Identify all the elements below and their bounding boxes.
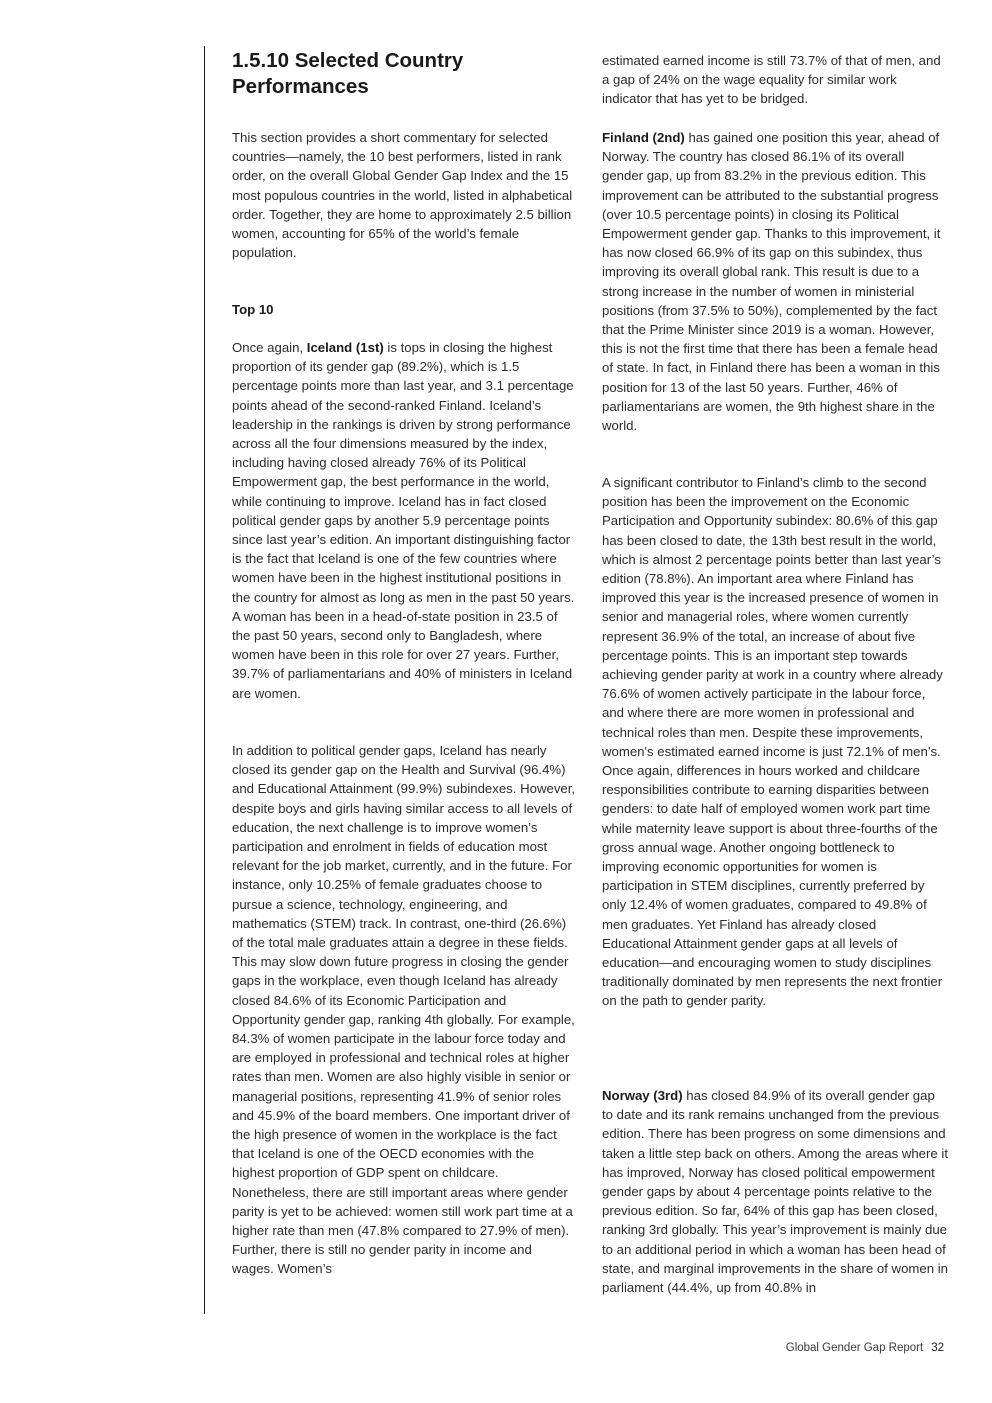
iceland-text-1: is tops in closing the highest proportion of its gender gap (89.2%), which is 1.5 percentage points more than last year, and 3.1 percentage points ahead of the second-ranked Finland. Iceland’s leadership in the rankings is driven by strong performance across all the four dimensions measured by the index, including having closed already 76% of its Political Empowerment gap, the best performance in the world, while continuing to improve. Iceland has in fact closed political gender gaps by another 5.9 percentage points since last year’s edition. An important distinguishing factor is the fact that Iceland is one of the few countries where women have been in the highest institutional positions in the country for almost as long as men in the past 50 years. A woman has been in a head-of-state position in 23.5 of the past 50 years, second only to Bangladesh, where women have been in this role for over 27 years. Further, 39.7% of parliamentarians and 40% of ministers in Iceland are women. [232, 340, 575, 701]
finland-text-1: has gained one position this year, ahead of Norway. The country has closed 86.1% of its overall gender gap, up from 83.2% in the previous edition. This improvement can be attributed to the substantial progress (over 10.5 percentage points) in closing its Political Empowerment gender gap. Thanks to this improvement, it has now closed 66.9% of its gap on this subindex, thus improving its overall global rank. This result is due to a strong increase in the number of women in ministerial positions (from 37.5% to 50%), complemented by the fact that the Prime Minister since 2019 is a woman. However, this is not the first time that there has been a female head of state. In fact, in Finland there has been a woman in this position for 13 of the last 50 years. Further, 46% of parliamentarians are women, the 9th highest share in the world. [602, 130, 941, 434]
norway-lead: Norway (3rd) [602, 1088, 683, 1103]
finland-paragraph-2: A significant contributor to Finland’s climb to the second position has been the improvement on the Economic Participation and Opportunity subindex: 80.6% of this gap has been closed to date, the 13th best result in the world, which is almost 2 percentage points better than last year’s edition (78.8%). An important area where Finland has improved this year is the increased presence of women in senior and managerial roles, where women currently represent 36.9% of the total, an increase of about five percentage points. This is an important step towards achieving gender parity at work in a country where already 76.6% of women actively participate in the labour force, and where there are more women in professional and technical roles than men. Despite these improvements, women's estimated earned income is just 72.1% of men’s. Once again, differences in hours worked and childcare responsibilities contribute to earning disparities between genders: to date half of employed women work part time while maternity leave support is about three-fourths of the gross annual wage. Another ongoing bottleneck to improving economic opportunities for women is participation in STEM disciplines, currently preferred by only 12.4% of women graduates, compared to 49.8% of men graduates. Yet Finland has already closed Educational Attainment gender gaps at all levels of education—and encouraging women to study disciplines traditionally dominated by men represents the next frontier on the path to gender parity. [602, 475, 943, 1009]
iceland-paragraph-1 [232, 338, 576, 703]
norway-paragraph-1 [602, 1086, 948, 1297]
finland-lead: Finland (2nd) [602, 130, 685, 145]
top10-subheading: Top 10 [232, 302, 274, 317]
section-heading: 1.5.10 Selected Country Performances [232, 49, 464, 98]
iceland-paragraph-2: In addition to political gender gaps, Iceland has nearly closed its gender gap on the Health and Survival (96.4%) and Educational Attainment (99.9%) subindexes. However, despite boys and girls having similar access to all levels of education, the next challenge is to improve women’s participation and enrolment in fields of education most relevant for the job market, currently, and in the future. For instance, only 10.25% of female graduates choose to pursue a science, technology, engineering, and mathematics (STEM) track. In contrast, one-third (26.6%) of the total male graduates attain a degree in these fields. This may slow down future progress in closing the gender gaps in the workplace, even though Iceland has already closed 84.6% of its Economic Participation and Opportunity gender gap, ranking 4th globally. For example, 84.3% of women participate in the labour force today and are employed in professional and technical roles at higher rates than men. Women are also highly visible in senior or managerial positions, representing 41.9% of senior roles and 45.9% of the board members. One important driver of the high presence of women in the workplace is the fact that Iceland is one of the OECD economies with the highest proportion of GDP spent on childcare. Nonetheless, there are still important areas where gender parity is yet to be achieved: women still work part time at a higher rate than men (47.8% compared to 27.9% of men). Further, there is still no gender parity in income and wages. Women’s [232, 743, 576, 1277]
iceland-continuation: estimated earned income is still 73.7% of that of men, and a gap of 24% on the wage equality for similar work indicator that has yet to be bridged. [602, 53, 941, 107]
norway-text-1: has closed 84.9% of its overall gender gap to date and its rank remains unchanged from the previous edition. There has been progress on some dimensions and taken a little step back on others. Among the areas where it has improved, Norway has closed political empowerment gender gaps by about 4 percentage points relative to the previous edition. So far, 64% of this gap has been closed, ranking 3rd globally. This year’s improvement is mainly due to an additional period in which a woman has been head of state, and marginal improvements in the share of women in parliament (44.4%, up from 40.8% in [602, 1088, 949, 1296]
iceland-prefix: Once again, [232, 340, 307, 355]
page-number: 32 [931, 1342, 944, 1354]
vertical-rule [204, 46, 205, 1314]
page-footer [786, 1342, 944, 1354]
finland-paragraph-1 [602, 128, 948, 435]
iceland-lead: Iceland (1st) [306, 340, 384, 355]
section-intro: This section provides a short commentary for selected countries—namely, the 10 best performers, listed in rank order, on the overall Global Gender Gap Index and the 15 most populous countries in the world, listed in alphabetical order. Together, they are home to approximately 2.5 billion women, accounting for 65% of the world’s female population. [232, 130, 573, 261]
footer-report-title: Global Gender Gap Report [785, 1342, 924, 1354]
